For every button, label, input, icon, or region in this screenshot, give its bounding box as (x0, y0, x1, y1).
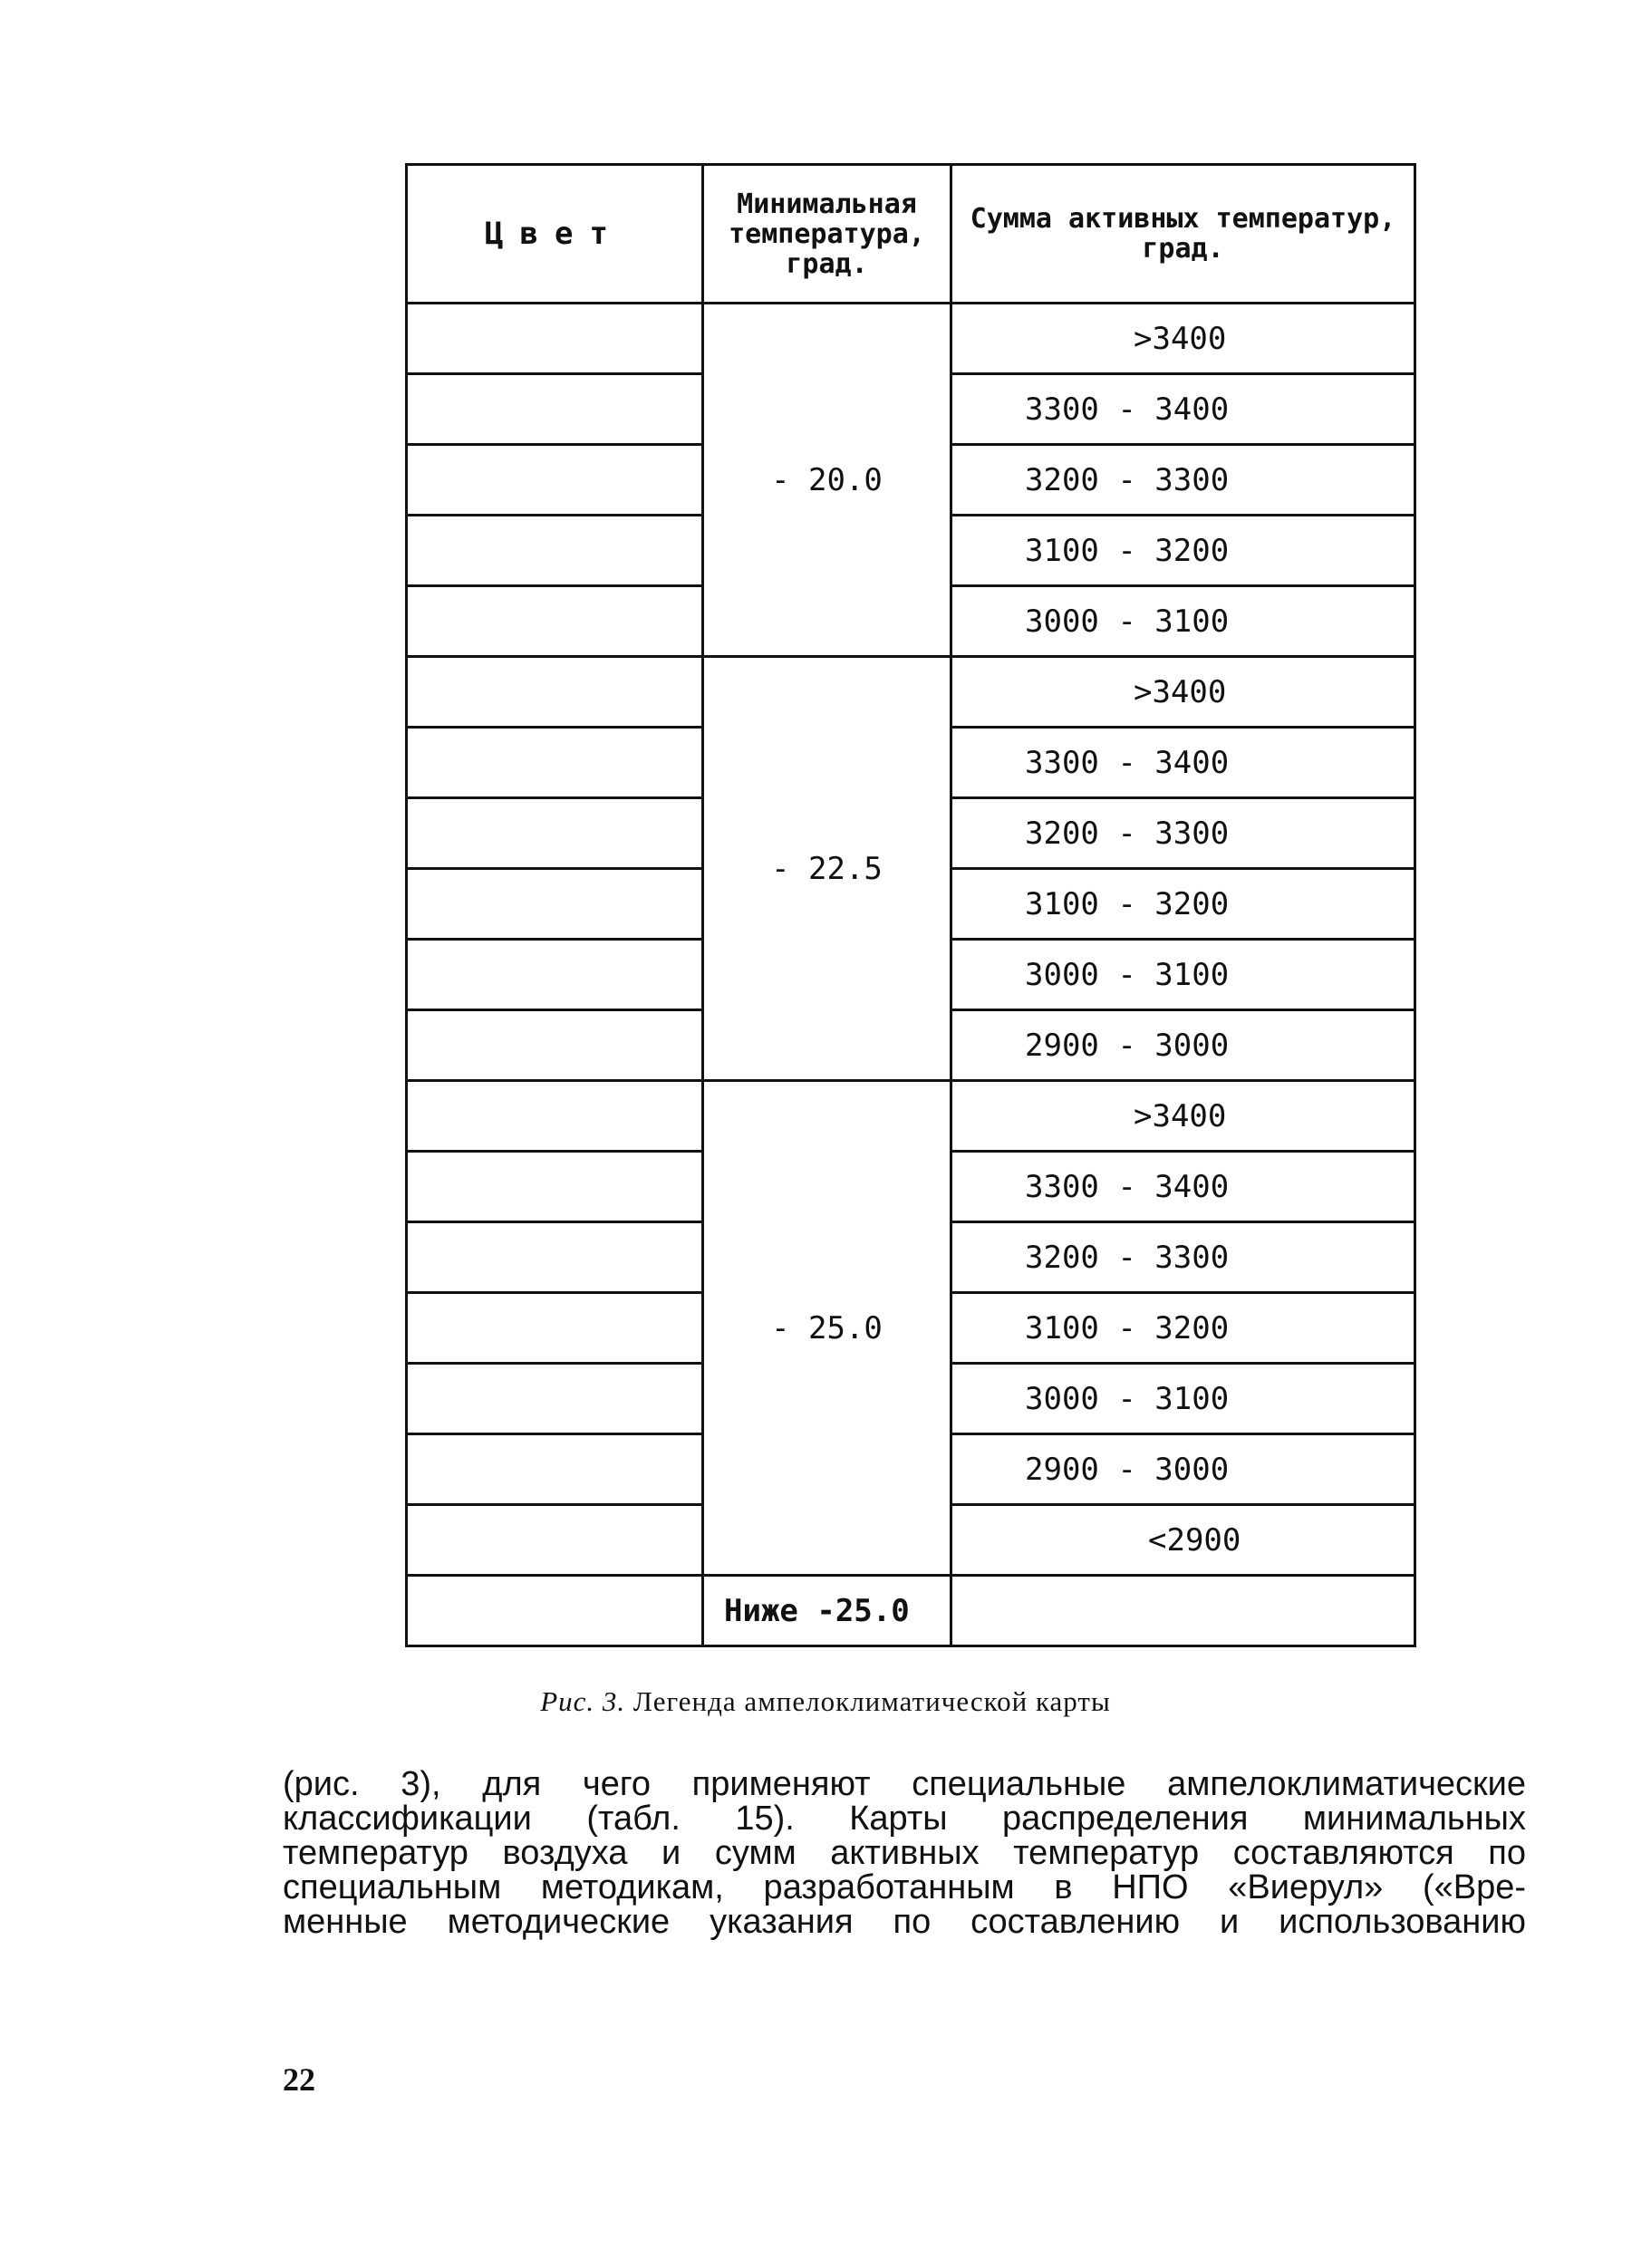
body-line: специальным методикам, разработанным в НПО «Виерул» («Вре- (283, 1868, 1526, 1906)
color-swatch-cell (407, 1434, 703, 1505)
active-sum-cell (951, 1576, 1415, 1646)
min-temp-cell: - 25.0 (703, 1081, 951, 1576)
active-sum-cell: 3200 - 3300 (951, 798, 1415, 869)
active-sum-cell: 3200 - 3300 (951, 1222, 1415, 1293)
active-sum-cell: 3300 - 3400 (951, 1152, 1415, 1222)
header-min-temp: Минимальная температура, град. (703, 165, 951, 304)
figure-caption-text: Легенда ампелоклиматической карты (632, 1685, 1111, 1717)
active-sum-cell: 2900 - 3000 (951, 1010, 1415, 1081)
color-swatch-cell (407, 1576, 703, 1646)
figure-label: Рис. 3. (540, 1685, 626, 1717)
active-sum-cell: 3100 - 3200 (951, 516, 1415, 586)
body-line: классификации (табл. 15). Карты распределения минимальных (283, 1800, 1526, 1838)
min-temp-cell: - 22.5 (703, 657, 951, 1081)
active-sum-cell: 3000 - 3100 (951, 586, 1415, 657)
color-swatch-cell (407, 1293, 703, 1364)
active-sum-cell: 3000 - 3100 (951, 1364, 1415, 1434)
min-temp-cell: Ниже -25.0 (703, 1576, 951, 1646)
active-sum-cell: >3400 (951, 1081, 1415, 1152)
color-swatch-cell (407, 1222, 703, 1293)
figure-caption (0, 1685, 1651, 1718)
body-line: (рис. 3), для чего применяют специальные ампелоклиматические (283, 1765, 1526, 1803)
color-swatch-cell (407, 798, 703, 869)
color-swatch-cell (407, 1364, 703, 1434)
legend-body (407, 304, 1415, 1646)
color-swatch-cell (407, 940, 703, 1010)
active-sum-cell: 3100 - 3200 (951, 1293, 1415, 1364)
active-sum-cell: 3300 - 3400 (951, 728, 1415, 798)
active-sum-cell: >3400 (951, 657, 1415, 728)
color-swatch-cell (407, 869, 703, 940)
color-swatch-cell (407, 657, 703, 728)
active-sum-cell: >3400 (951, 304, 1415, 374)
color-swatch-cell (407, 374, 703, 445)
legend-row (407, 304, 1415, 374)
page-number: 22 (283, 2061, 315, 2098)
body-line: температур воздуха и сумм активных температур составляются по (283, 1834, 1526, 1872)
header-active-sum: Сумма активных температур, град. (951, 165, 1415, 304)
active-sum-cell: 3000 - 3100 (951, 940, 1415, 1010)
active-sum-cell: 3300 - 3400 (951, 374, 1415, 445)
color-swatch-cell (407, 304, 703, 374)
active-sum-cell: 3200 - 3300 (951, 445, 1415, 516)
color-swatch-cell (407, 1081, 703, 1152)
color-swatch-cell (407, 516, 703, 586)
color-swatch-cell (407, 1152, 703, 1222)
header-color: Цвет (407, 165, 703, 304)
color-swatch-cell (407, 728, 703, 798)
legend-table (405, 163, 1416, 1647)
color-swatch-cell (407, 1010, 703, 1081)
body-line: менные методические указания по составлению и использованию (283, 1903, 1526, 1941)
color-swatch-cell (407, 445, 703, 516)
color-swatch-cell (407, 586, 703, 657)
min-temp-cell: - 20.0 (703, 304, 951, 657)
active-sum-cell: 3100 - 3200 (951, 869, 1415, 940)
legend-row (407, 1081, 1415, 1152)
body-paragraph (283, 1767, 1526, 1939)
color-swatch-cell (407, 1505, 703, 1576)
active-sum-cell: 2900 - 3000 (951, 1434, 1415, 1505)
legend-header-row (407, 165, 1415, 304)
active-sum-cell: <2900 (951, 1505, 1415, 1576)
legend-row (407, 1576, 1415, 1646)
legend-row (407, 657, 1415, 728)
